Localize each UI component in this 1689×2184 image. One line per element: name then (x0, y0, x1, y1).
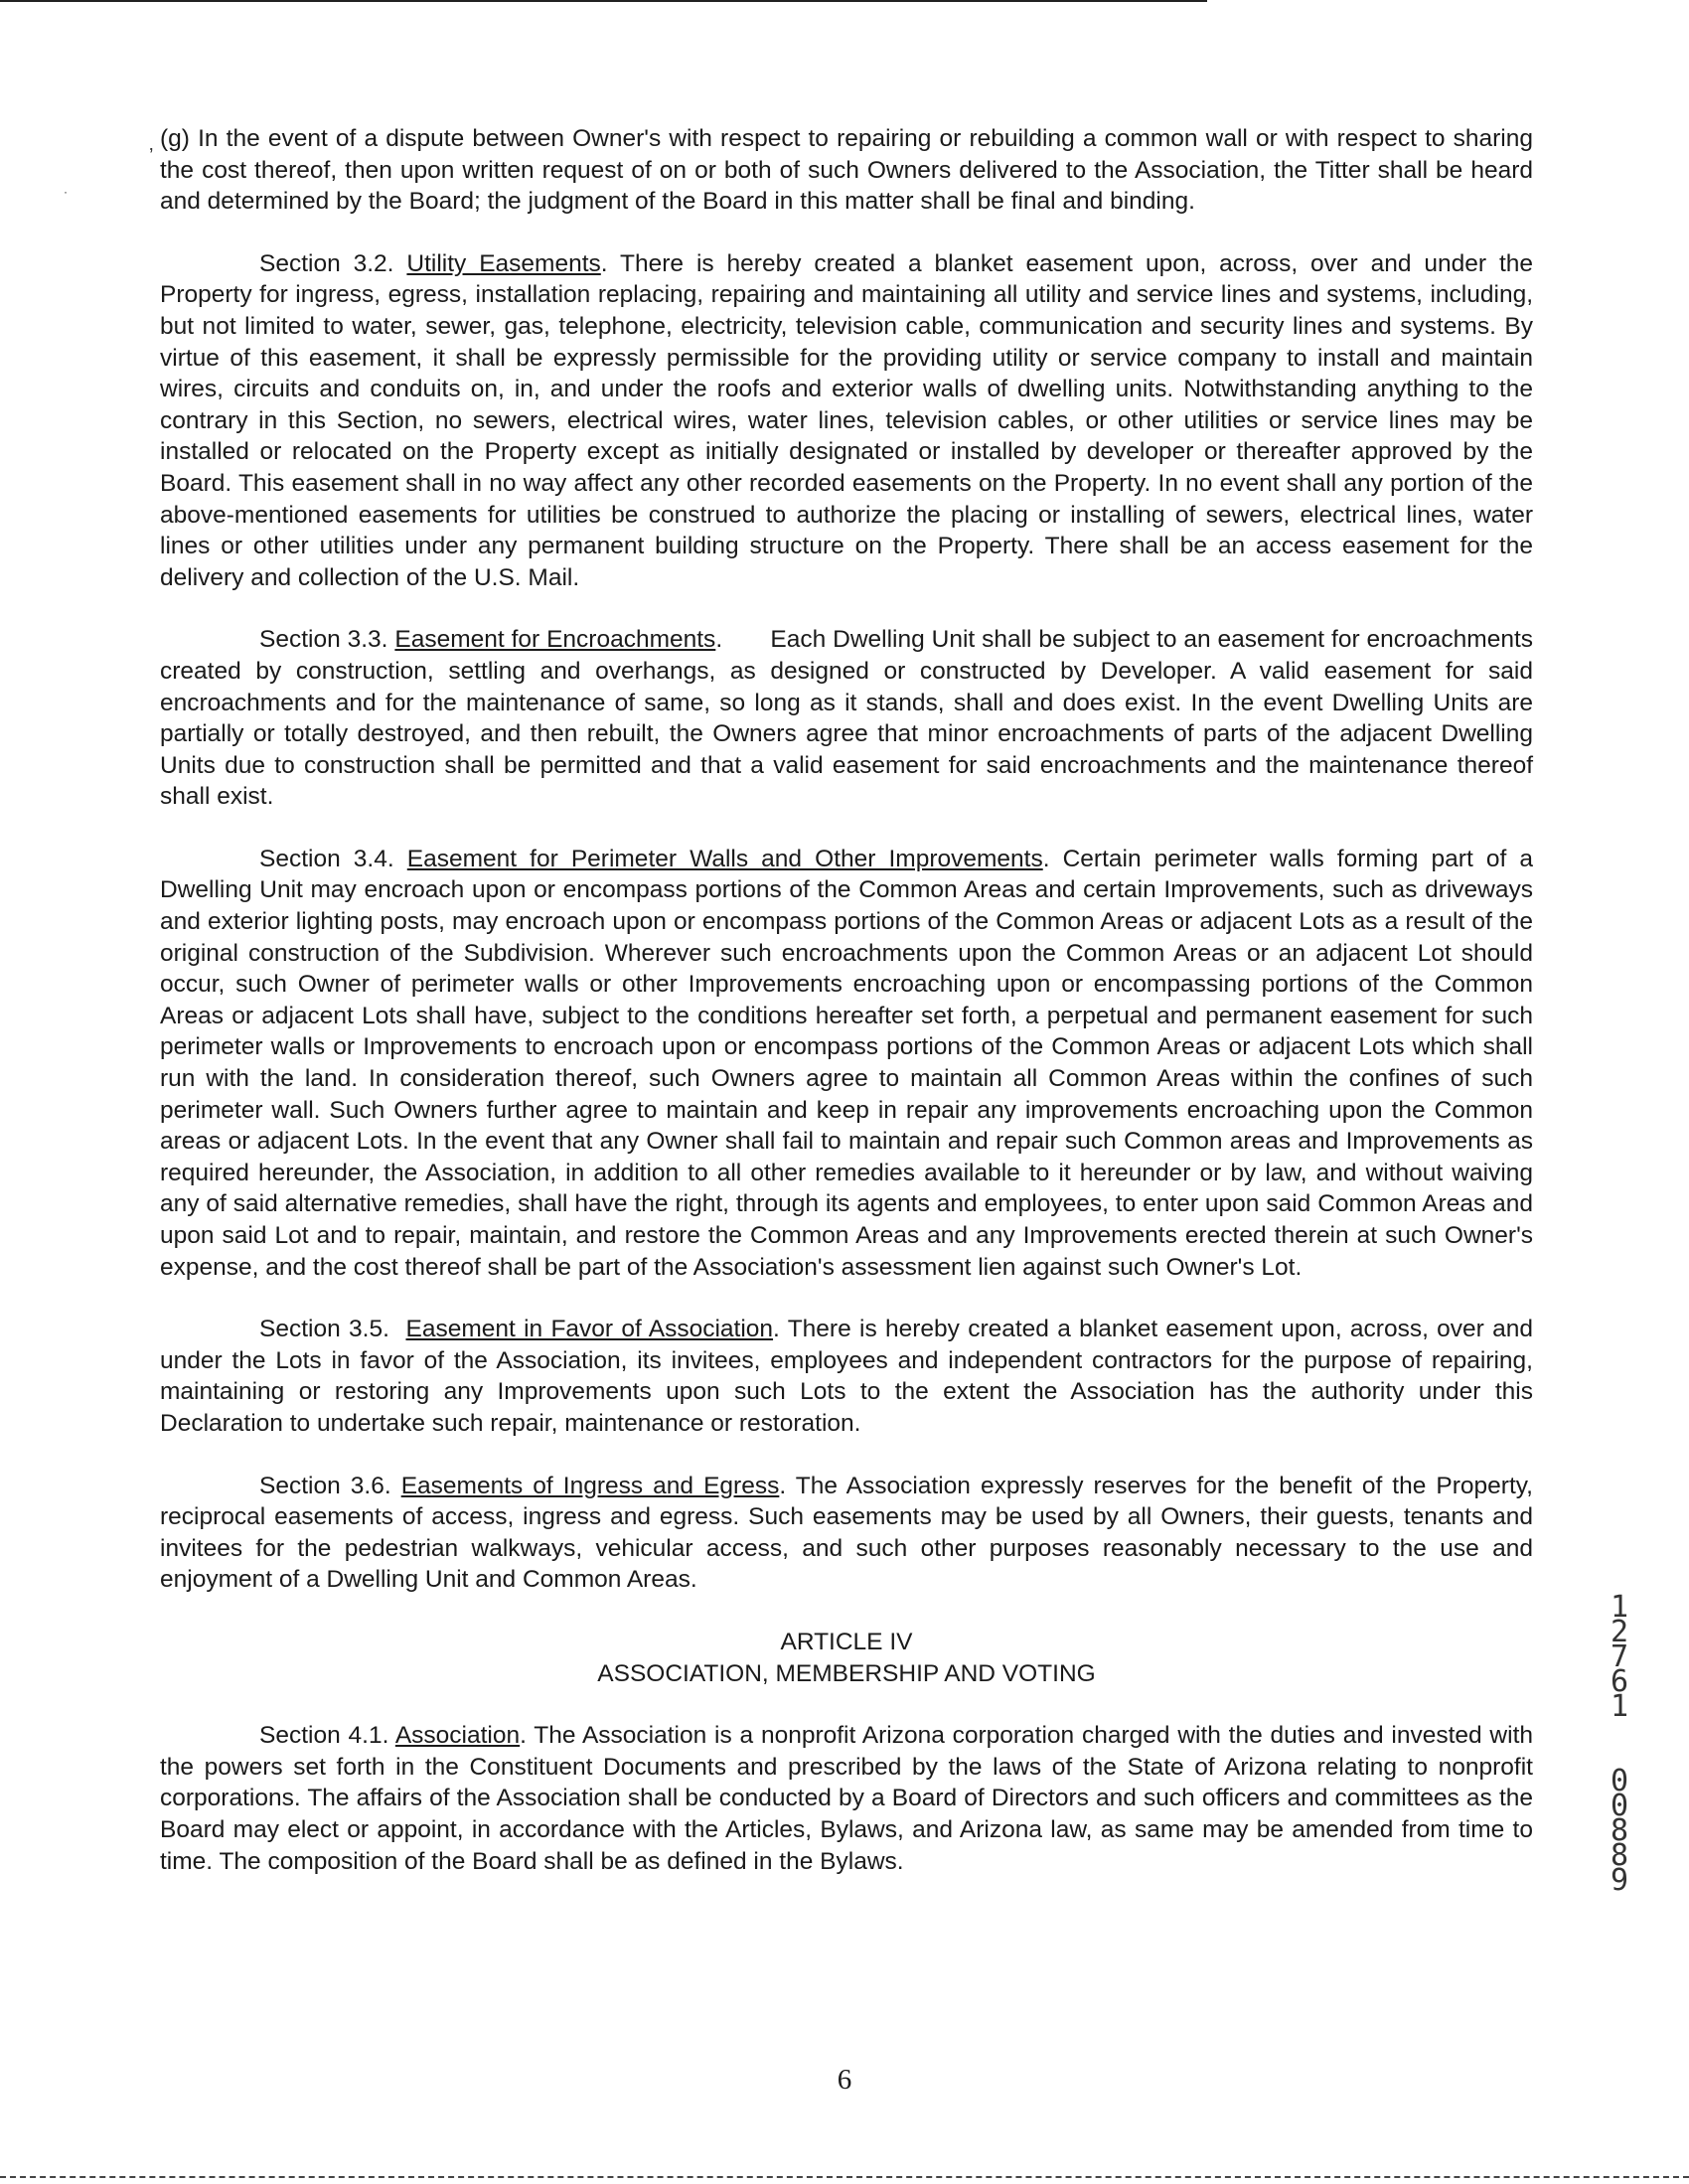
section-3-3 (160, 624, 1533, 813)
section-body: . There is hereby created a blanket easement upon, across, over and under the Lots in favor of the Association, its invitees, employees and independent contractors for the purpose of repairing, maintaining or restoring any Improvements upon such Lots to the extent the Association has the authority under this Declaration to undertake such repair, maintenance or restoration. (160, 1316, 1534, 1437)
section-title: Easement in Favor of Association (405, 1316, 774, 1343)
stray-scan-dot: · (64, 185, 68, 199)
section-title: Utility Easements (406, 249, 601, 277)
section-number: Section 4.1. (259, 1722, 389, 1750)
article-label: ARTICLE IV (780, 1628, 913, 1655)
article-iv-heading (160, 1627, 1533, 1689)
section-3-4 (160, 844, 1533, 1283)
page-number: 6 (837, 2064, 852, 2096)
section-3-6 (160, 1471, 1533, 1596)
bottom-scan-edge (0, 2176, 1689, 2178)
section-title: Easement for Perimeter Walls and Other Improvements (406, 845, 1043, 872)
section-body: . Certain perimeter walls forming part of a Dwelling Unit may encroach upon or encompass portions of the Common Areas and certain Improvements, such as driveways and exterior lighting posts, may encroach upon or encompass portions of the Common Areas or adjacent Lots as a result of the original construction of the Subdivision. Wherever such encroachments upon the Common Areas or an adjacent Lot should occur, such Owner of perimeter walls or other Improvements encroaching upon or encompassing portions of the Common Areas or adjacent Lots shall have, subject to the conditions hereafter set forth, a perpetual and permanent easement for such perimeter walls or Improvements to encroach upon or encompass portions of the Common Areas or adjacent Lots which shall run with the land. In consideration thereof, such Owners agree to maintain all Common Areas within the confines of such perimeter wall. Such Owners further agree to maintain and keep in repair any improvements encroaching upon the Common areas or adjacent Lots. In the event that any Owner shall fail to maintain and repair such Common areas and Improvements as required hereunder, the Association, in addition to all other remedies available to it hereunder or by law, and without waiving any of said alternative remedies, shall have the right, through its agents and employees, to enter upon said Common Areas and upon said Lot and to repair, maintain, and restore the Common Areas and any Improvements erected therein at such Owner's expense, and the cost thereof shall be part of the Association's assessment lien against such Owner's Lot. (160, 845, 1533, 1281)
section-number: Section 3.4. (259, 845, 394, 872)
section-3-5 (160, 1314, 1533, 1439)
section-number: Section 3.5. (259, 1316, 389, 1343)
recording-number-stamp: 1 2 7 6 1 0 0 8 8 9 (1610, 1590, 1629, 1898)
section-number: Section 3.6. (259, 1472, 391, 1499)
section-body: . The Association is a nonprofit Arizona corporation charged with the duties and invested with the powers set forth in the Constituent Documents and prescribed by the laws of the State of Arizona relating to nonprofit corporations. The affairs of the Association shall be conducted by a Board of Directors and such officers and committees as the Board may elect or appoint, in accordance with the Articles, Bylaws, and Arizona law, as same may be amended from time to time. The composition of the Board shall be as defined in the Bylaws. (160, 1722, 1533, 1875)
section-body: . Each Dwelling Unit shall be subject to an easement for encroachments created by construction, settling and overhangs, as designed or constructed by Developer. A valid easement for said encroachments and for the maintenance of same, so long as it stands, shall and does exist. In the event Dwelling Units are partially or totally destroyed, and then rebuilt, the Owners agree that minor encroachments of parts of the adjacent Dwelling Units due to construction shall be permitted and that a valid easement for said encroachments and the maintenance thereof shall exist. (160, 626, 1533, 811)
section-body: . The Association expressly reserves for the benefit of the Property, reciprocal easements of access, ingress and egress. Such easements may be used by all Owners, their guests, tenants and invitees for the pedestrian walkways, vehicular access, and such other purposes reasonably necessary to the use and enjoyment of a Dwelling Unit and Common Areas. (160, 1472, 1533, 1594)
top-scan-edge (0, 0, 1207, 2)
section-number: Section 3.2. (259, 249, 394, 277)
section-title: Easement for Encroachments (394, 626, 716, 654)
paragraph-g: (g) In the event of a dispute between Owner's with respect to repairing or rebuilding a common wall or with respect to sharing the cost thereof, then upon written request of on or both of such Owners delivered to the Association, the Titter shall be heard and determined by the Board; the judgment of the Board in this matter shall be final and binding. (160, 125, 1533, 216)
section-body: . There is hereby created a blanket easement upon, across, over and under the Property for ingress, egress, installation replacing, repairing and maintaining all utility and service lines and systems, including, but not limited to water, sewer, gas, telephone, electricity, television cable, communication and security lines and systems. By virtue of this easement, it shall be expressly permissible for the providing utility or service company to install and maintain wires, circuits and conduits on, in, and under the roofs and exterior walls of dwelling units. Notwithstanding anything to the contrary in this Section, no sewers, electrical wires, water lines, television cables, or other utilities or service lines may be installed or relocated on the Property except as initially designated or installed by developer or thereafter approved by the Board. This easement shall in no way affect any other recorded easements on the Property. In no event shall any portion of the above-mentioned easements for utilities be construed to authorize the placing or installing of sewers, electrical lines, water lines or other utilities under any permanent building structure on the Property. There shall be an access easement for the delivery and collection of the U.S. Mail. (160, 249, 1534, 591)
section-title: Association (394, 1722, 521, 1750)
stray-scan-mark: ‚ (149, 133, 154, 155)
document-body (160, 123, 1533, 1908)
section-3-2 (160, 248, 1533, 594)
section-title: Easements of Ingress and Egress (400, 1472, 780, 1499)
section-4-1 (160, 1720, 1533, 1877)
article-title: ASSOCIATION, MEMBERSHIP AND VOTING (597, 1659, 1096, 1687)
section-number: Section 3.3. (259, 626, 388, 654)
